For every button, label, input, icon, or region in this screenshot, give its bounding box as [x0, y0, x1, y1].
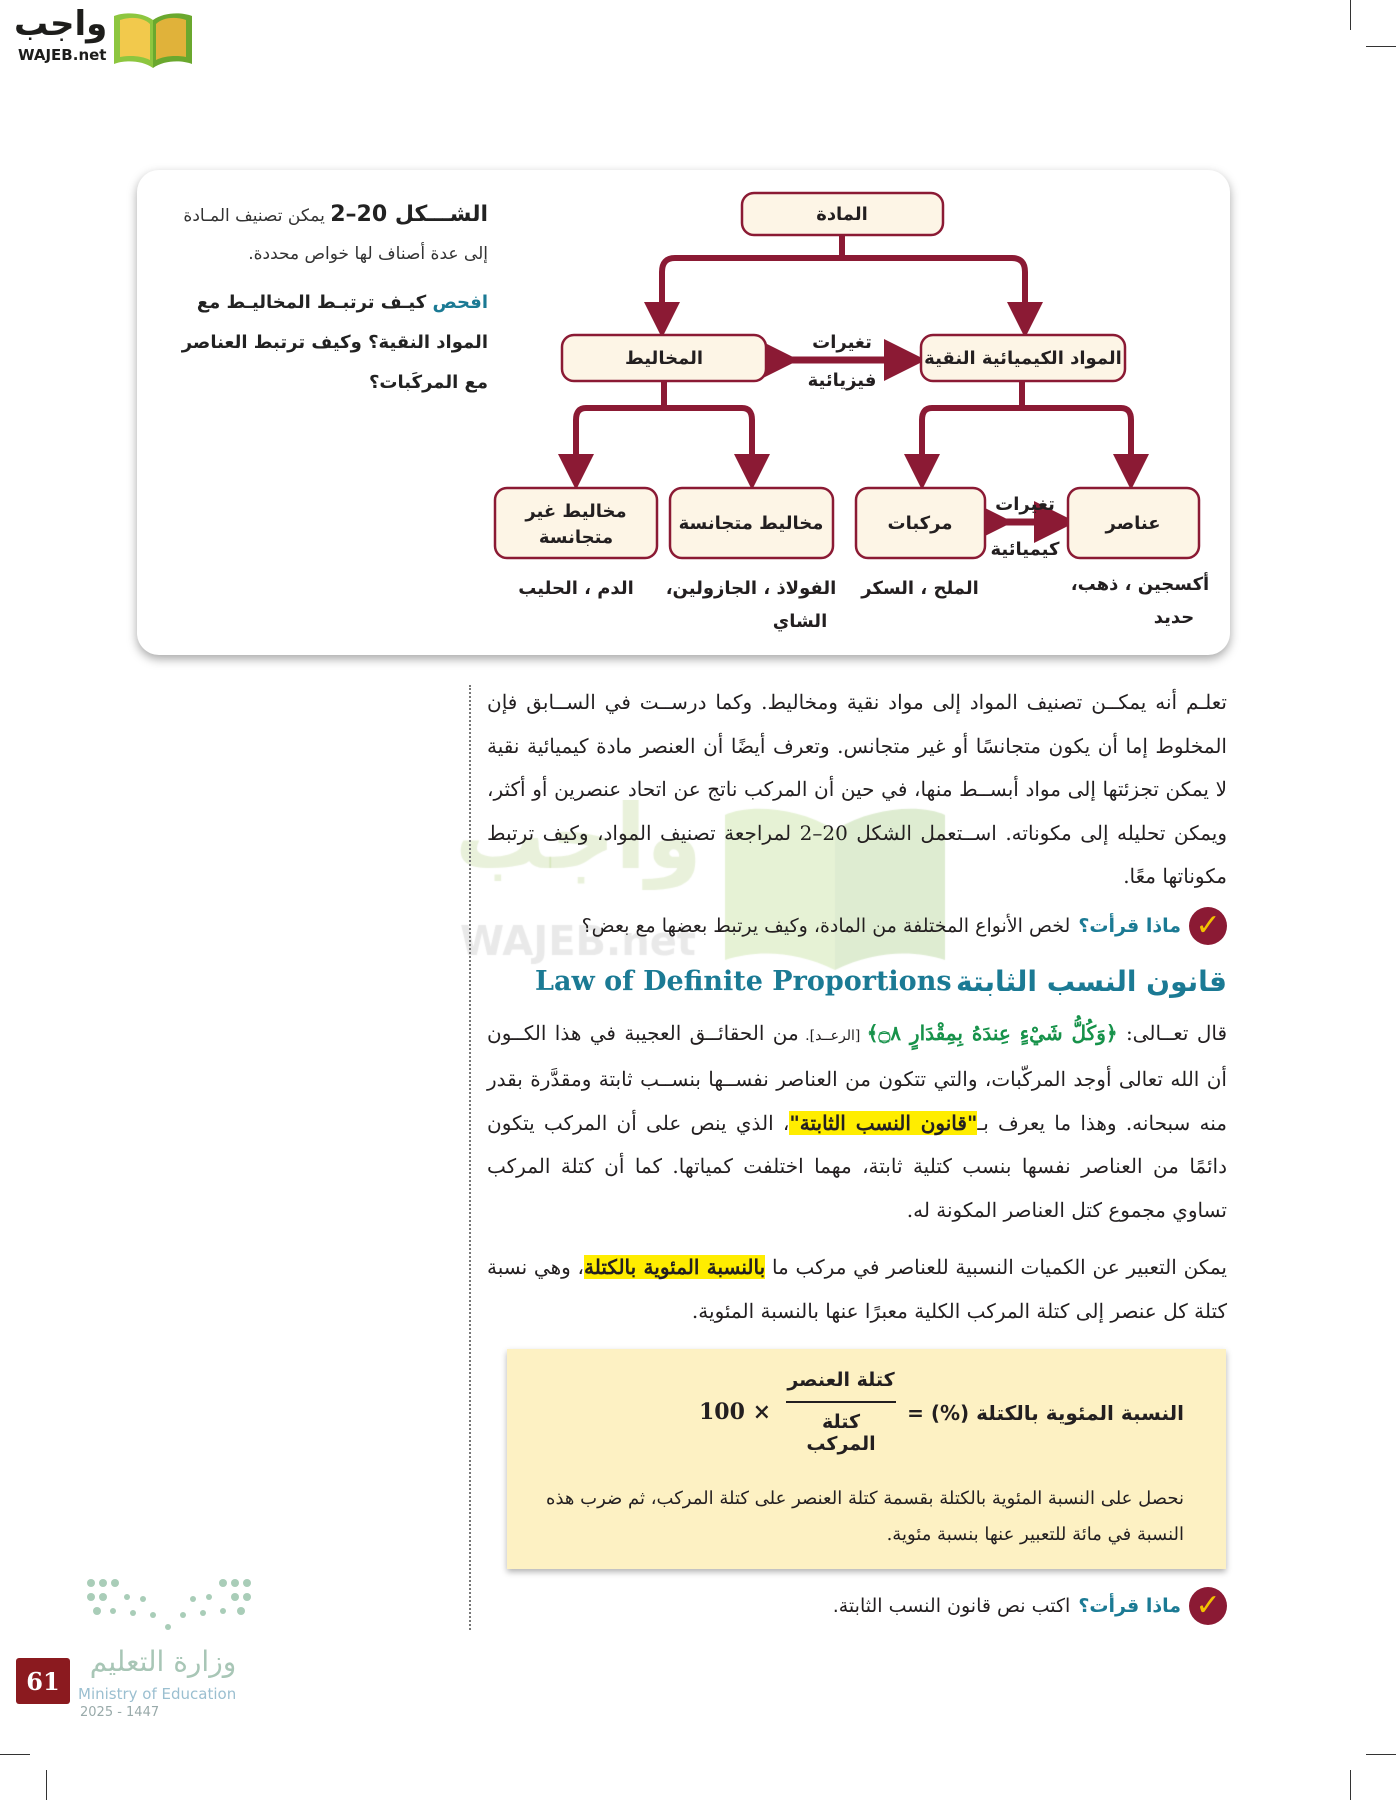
physical-changes-line1: تغيرات [812, 332, 872, 353]
crop-mark [1350, 0, 1351, 30]
crop-mark [1350, 1770, 1351, 1800]
paragraph-classification: تعلـم أنه يمكــن تصنيف المواد إلى مواد نقية ومخاليط. وكما درســت في الســابق فإن المخلوط إما أن يكون متجانسًا أو غير متجانس. وتعرف أيضًا أن العنصر مادة كيميائية نقية لا يمكن تجزئتها إلى مواد أبســط منها، في حين أن المركب ناتج عن اتحاد عنصرين أو أكثر، ويمكن تحليله إلى مكوناته. اســتعمل الشكل 20–2 لمراجعة تصنيف المواد، وكيف ترتبط مكوناتها معًا. [487, 690, 1227, 888]
paragraph-text: من الحقائــق العجيبة في هذا الكــون أن الله تعالى أوجد المركّبات، والتي تتكون من العناصر نفســها بنســب ثابتة ومقدَّرة بقدر منه سبحانه. وهذا ما يعرف بـ [487, 1020, 1227, 1135]
node-heterogeneous-line2: متجانسة [538, 527, 614, 548]
what-i-read-label: ماذا قرأت؟ [1078, 1595, 1181, 1617]
ministry-name-english: Ministry of Education [78, 1685, 237, 1703]
ministry-logo [78, 1575, 258, 1725]
what-i-read-2 [487, 1587, 1227, 1625]
intro-text: قال تعــالى: [1117, 1020, 1228, 1045]
formula-box [507, 1349, 1226, 1569]
node-compounds: مركبات [887, 513, 953, 534]
checkmark-icon: ✓ [1189, 907, 1227, 945]
what-i-read-question: لخص الأنواع المختلفة من المادة، وكيف يرتبط بعضها مع بعض؟ [581, 914, 1071, 937]
formula-denominator: كتلة المركب [806, 1411, 876, 1455]
chemical-changes-line2: كيميائية [990, 539, 1060, 560]
what-i-read-1 [487, 907, 1227, 945]
node-homogeneous: مخاليط متجانسة [678, 513, 824, 534]
matter-classification-diagram [480, 180, 1220, 640]
wajeb-logo [8, 4, 198, 70]
academic-year: 2025 - 1447 [80, 1705, 160, 1720]
highlight-term: "قانون النسب الثابتة" [789, 1110, 978, 1135]
main-text-column [487, 681, 1227, 1625]
figure-caption [158, 196, 488, 403]
paragraph-percent-by-mass [487, 1246, 1227, 1333]
examine-label: افحص [432, 292, 488, 313]
formula-multiplier: 100 × [698, 1399, 771, 1425]
page-number: 61 [16, 1658, 70, 1704]
what-i-read-question: اكتب نص قانون النسب الثابتة. [832, 1595, 1071, 1617]
quran-verse: ﴿وَكُلُّ شَيْءٍ عِندَهُ بِمِقْدَارٍ ۝٨﴾ [866, 1020, 1118, 1045]
physical-changes-line2: فيزيائية [807, 370, 877, 391]
highlight-term: بالنسبة المئوية بالكتلة [584, 1255, 766, 1279]
node-matter: المادة [816, 204, 868, 225]
paragraph-text: ، وهي نسبة كتلة كل عنصر إلى كتلة المركب الكلية معبرًا عنها بالنسبة المئوية. [487, 1255, 1227, 1323]
formula-fraction [786, 1369, 896, 1455]
example-compounds: الملح ، السكر [861, 578, 979, 599]
formula-numerator: كتلة العنصر [786, 1369, 896, 1403]
paragraph-definite-proportions [487, 1012, 1227, 1233]
node-heterogeneous-line1: مخاليط غير [525, 501, 627, 522]
ministry-name-arabic: وزارة التعليم [89, 1645, 237, 1678]
crop-mark [46, 1770, 47, 1800]
logo-english: WAJEB.net [18, 46, 107, 64]
formula-note: نحصل على النسبة المئوية بالكتلة بقسمة كتلة العنصر على كتلة المركب، ثم ضرب هذه النسبة في مائة للتعبير عنها بنسبة مئوية. [546, 1488, 1184, 1545]
paragraph-text: ، الذي ينص على أن المركب يتكون دائمًا من العناصر نفسها بنسب كتلية ثابتة، مهما اختلفت كمياتها. كما أن كتلة المركب تساوي مجموع كتل العناصر المكونة له. [487, 1110, 1227, 1222]
node-elements: عناصر [1105, 513, 1161, 534]
node-mixtures: المخاليط [624, 348, 704, 369]
example-heterogeneous: الدم ، الحليب [518, 578, 634, 599]
example-elements-line1: أكسجين ، ذهب، [1070, 574, 1210, 595]
example-elements-line2: حديد [1153, 607, 1195, 628]
crop-mark [0, 1754, 30, 1755]
ministry-dots-icon [83, 1575, 253, 1635]
what-i-read-label: ماذا قرأت؟ [1078, 914, 1181, 937]
heading-arabic: قانون النسب الثابتة [956, 964, 1227, 998]
surah-reference: [الرعــد]. [798, 1027, 867, 1044]
formula-lhs: النسبة المئوية بالكتلة (%) = [907, 1401, 1184, 1425]
book-icon [112, 10, 194, 68]
node-pure-substances: المواد الكيميائية النقية [924, 348, 1122, 369]
crop-mark [1366, 46, 1396, 47]
heading-english: Law of Definite Proportions [535, 965, 952, 997]
examine-question: كيـف ترتبـط المخاليـط مع المواد النقية؟ وكيف ترتبط العناصر مع المركَبات؟ [181, 292, 488, 393]
figure-label: الشـــكل 20–2 [330, 202, 488, 227]
section-heading [487, 965, 1227, 998]
crop-mark [1366, 1754, 1396, 1755]
paragraph-text: يمكن التعبير عن الكميات النسبية للعناصر في مركب ما [765, 1255, 1227, 1279]
figure-caption-text: يمكن تصنيف المـادة إلى عدة أصناف لها خواص محددة. [183, 206, 488, 264]
checkmark-icon: ✓ [1189, 1587, 1227, 1625]
margin-dotted-rule [469, 685, 471, 1630]
example-homogeneous-line1: الفولاذ ، الجازولين، [665, 578, 837, 599]
chemical-changes-line1: تغيرات [995, 494, 1055, 515]
example-homogeneous-line2: الشاي [772, 611, 828, 632]
logo-arabic: واجب [14, 4, 108, 44]
